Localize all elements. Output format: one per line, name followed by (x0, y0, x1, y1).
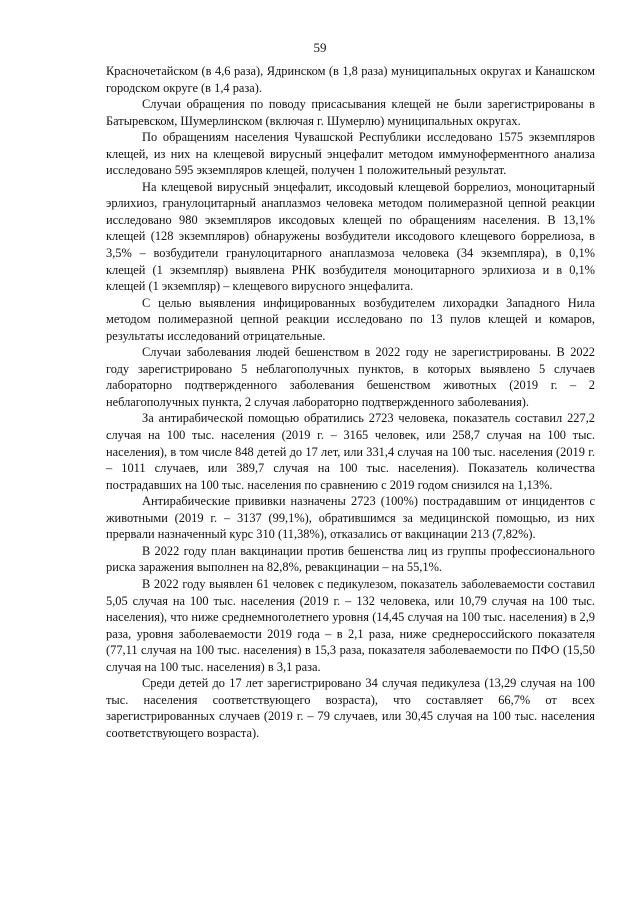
paragraph-rabies-plan: В 2022 году план вакцинации против бешенства лиц из группы профессионального риска заражения выполнен на 82,8%, ревакцинации – на 55,1%. (106, 543, 595, 575)
paragraph-pediculosis-children: Среди детей до 17 лет зарегистрировано 34 случая педикулеза (13,29 случая на 100 тыс. населения соответствующего возраста), что составляет 66,7% от всех зарегистрированных случаев (2019 г. – 79 случаев, или 30,45 случая на 100 тыс. населения соответствующего возраста). (106, 676, 595, 740)
paragraph-tick-examination: По обращениям населения Чувашской Республики исследовано 1575 экземпляров клещей, из них на клещевой вирусный энцефалит методом иммуноферментного анализа исследовано 595 экземпляров клещей, получен 1 положительный результат. (106, 130, 595, 178)
page-number: 59 (313, 40, 327, 55)
paragraph-tick-bite-absence: Случаи обращения по поводу присасывания клещей не были зарегистрированы в Батыревском, Шумерлинском (включая г. Шумерлю) муниципальных округах. (106, 97, 595, 128)
paragraph-pcr-ticks: На клещевой вирусный энцефалит, иксодовый клещевой боррелиоз, моноцитарный эрлихиоз, гранулоцитарный анаплазмоз человека методом полимеразной цепной реакции исследовано 980 экземпляров иксодовых клещей по обращениям населения. В 13,1% клещей (128 экземпляров) обнаружены возбудители иксодового клещевого боррелиоза, в 3,5% – возбудители гранулоцитарного анаплазмоза человека (34 экземпляра), в 0,1% клещей (1 экземпляр) выявлена РНК возбудителя моноцитарного эрлихиоза и в 0,1% клещей (1 экземпляр) – клещевого вирусного энцефалита. (106, 179, 595, 294)
paragraph-antirabies-vaccination: Антирабические прививки назначены 2723 (100%) пострадавшим от инцидентов с животными (2019 г. – 3137 (99,1%), обратившимся за медицинской помощью, из них прервали назначенный курс 310 (11,38%), отказались от вакцинации 213 (7,82%). (106, 494, 595, 542)
paragraph-antirabies-care: За антирабической помощью обратились 2723 человека, показатель составил 227,2 случая на 100 тыс. населения (2019 г. – 3165 человек, или 258,7 случая на 100 тыс. населения), в том числе 848 детей до 17 лет, или 331,4 случая на 100 тыс. населения (2019 г. – 1011 случаев, или 389,7 случая на 100 тыс. населения). Показатель количества пострадавших на 100 тыс. населения по сравнению с 2019 годом снизился на 1,13%. (106, 411, 595, 492)
paragraph-west-nile: С целью выявления инфицированных возбудителем лихорадки Западного Нила методом полимеразной цепной реакции исследовано по 13 пулов клещей и комаров, результаты исследований отрицательные. (106, 295, 595, 343)
paragraph-pediculosis: В 2022 году выявлен 61 человек с педикулезом, показатель заболеваемости составил 5,05 случая на 100 тыс. населения (2019 г. – 132 человека, или 10,79 случая на 100 тыс. населения), что ниже среднемноголетнего уровня (14,45 случая на 100 тыс. населения) в 2,9 раза, уровня заболеваемости 2019 года – в 2,1 раза, ниже среднероссийского показателя (77,11 случая на 100 тыс. населения) в 15,3 раза, показателя заболеваемости по ПФО (15,50 случая на 100 тыс. населения) в 3,1 раза. (106, 576, 595, 674)
paragraph-rabies-cases: Случаи заболевания людей бешенством в 2022 году не зарегистрированы. В 2022 году зарегистрировано 5 неблагополучных пунктов, в которых выявлено 5 случаев лабораторно подтвержденного заболевания бешенством животных (2019 г. – 2 неблагополучных пункта, 2 случая лабораторно подтвержденного заболевания). (106, 345, 595, 409)
body-text (106, 63, 595, 741)
paragraph-continuation: Красночетайском (в 4,6 раза), Ядринском (в 1,8 раза) муниципальных округах и Канашском городском округе (в 1,4 раза). (106, 64, 595, 95)
